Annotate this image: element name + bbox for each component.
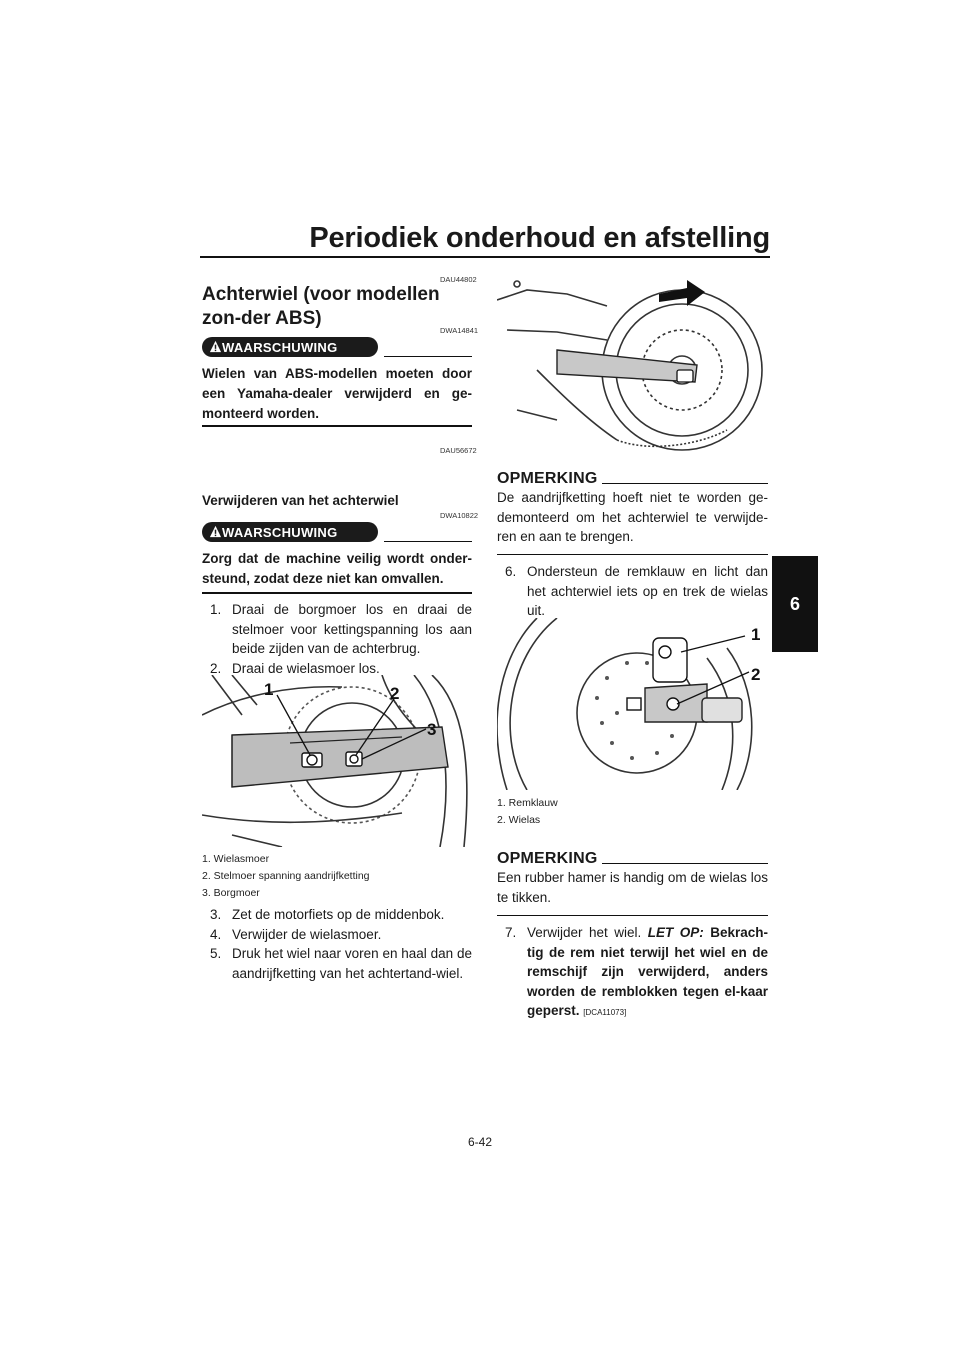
list-item: 2. Draai de wielasmoer los. [210,660,380,676]
title-rule [200,256,770,258]
list-item: 3. Zet de motorfiets op de middenbok. [210,907,445,922]
caution-code: [DCA11073] [583,1008,627,1017]
note1-text: De aandrijfketting hoeft niet te worden ge-demonteerd om het achterwiel te verwijde-ren en aan te brengen. [497,490,768,544]
note-end-rule [497,915,768,916]
steps-list-a [202,600,472,678]
figure-rear-wheel [497,270,768,452]
list-item: 7. Verwijder het wiel. LET OP: Bekrach-tig de rem niet terwijl het wiel en de remschijf zijn verwijderd, anders worden de remblokken tegen el-kaar geperst. [DCA11073] [505,925,768,1018]
page-number: 6-42 [468,1135,493,1149]
list-item: 1. Draai de borgmoer los en draai de stelmoer voor kettingspanning los aan beide zijden van de achterbrug. [210,602,472,656]
subsection-title: Verwijderen van het achterwiel [202,493,399,508]
callout-1: 1 [751,625,761,644]
section-title: Achterwiel (voor modellen zon-der ABS) [202,284,440,329]
step-6 [497,562,768,621]
figure3-captions [497,795,558,829]
note-end-rule [497,554,768,555]
note2-text: Een rubber hamer is handig om de wielas los te tikken. [497,870,768,905]
warning-rule [384,356,472,357]
note-rule [602,863,768,864]
caption-item: 1. Remklauw [497,797,558,809]
figure-caliper-axle [497,618,768,790]
warning-rule [384,541,472,542]
warning-label: WAARSCHUWING [222,524,338,540]
chapter-tab[interactable]: 6 [772,556,818,652]
caption-item: 1. Wielasmoer [202,853,270,865]
warning-triangle-icon [209,340,222,353]
subsection-code: DAU56672 [440,446,477,455]
figure1-captions [202,851,370,902]
note-rule [602,483,768,484]
note-heading-1: OPMERKING [497,470,598,487]
caption-item: 2. Wielas [497,814,541,826]
figure-chain-adjuster [202,675,472,847]
direction-arrow-icon [659,280,705,306]
caution-label: LET OP: [647,925,704,940]
warning-label: WAARSCHUWING [222,339,338,355]
page-title: Periodiek onderhoud en afstelling [309,222,770,254]
caption-item: 2. Stelmoer spanning aandrijfketting [202,870,370,882]
steps-list-b [202,905,472,983]
step-7 [497,923,768,1023]
caution-text: Bekrach-tig de rem niet terwijl het wiel en de remschijf zijn verwijderd, anders worden de remblokken tegen el-kaar geperst. [527,925,768,1018]
list-item: 4. Verwijder de wielasmoer. [210,926,382,942]
warning-triangle-icon [209,525,222,538]
callout-3: 3 [427,720,437,739]
warning1-code: DWA14841 [440,326,479,335]
warning-badge-2 [202,522,378,542]
caption-item: 3. Borgmoer [202,887,260,899]
warning2-text: Zorg dat de machine veilig wordt onder-steund, zodat deze niet kan omvallen. [202,551,472,586]
warning2-code: DWA10822 [440,511,479,520]
warning-end-rule [202,592,472,594]
callout-1: 1 [264,680,274,699]
callout-2: 2 [751,665,761,684]
note-heading-2: OPMERKING [497,850,598,867]
warning-end-rule [202,425,472,427]
warning1-text: Wielen van ABS-modellen moeten door een Yamaha-dealer verwijderd en ge-monteerd worden. [202,366,472,421]
section-code: DAU44802 [440,275,477,284]
list-item: 5. Druk het wiel naar voren en haal dan de aandrijfketting van het achtertand-wiel. [210,946,472,981]
callout-2: 2 [390,684,400,703]
list-item: 6. Ondersteun de remklauw en licht dan het achterwiel iets op en trek de wielas uit. [505,564,768,618]
warning-badge-1 [202,337,378,357]
